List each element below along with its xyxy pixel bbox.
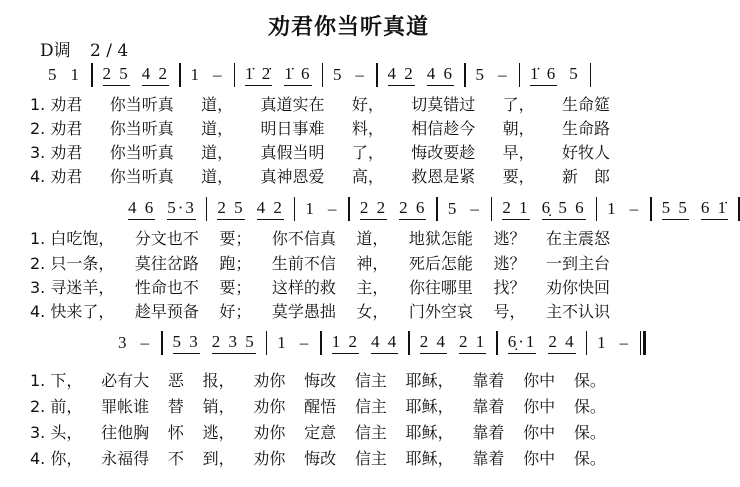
lyric-segment: 你中 [523,449,556,468]
lyric-line [30,226,610,249]
lyric-segment: 你中 [523,371,556,390]
beat: 1 [70,65,81,84]
beat: 4 6 [427,64,454,86]
lyric-segment: 地狱怎能 [408,229,473,248]
measure [520,64,590,86]
lyric-segment: 靠着 [472,449,505,468]
beat: – [619,333,631,352]
lyric-segment: 3. 头， [30,423,83,442]
lyric-segment: 跑； [219,254,252,273]
lyric-segment: 你当听真 [109,95,174,114]
barline [590,63,592,87]
lyric-segment: 逃？ [493,254,526,273]
lyric-segment: 4. 劝君 [30,167,83,186]
beat: – [140,333,151,352]
lyric-segment: 新 郎 [561,167,610,186]
lyric-line [30,446,606,469]
lyric-segment: 保。 [573,423,606,442]
measure [163,332,266,354]
beat: 4 4 [371,332,398,354]
lyric-segment: 死后怎能 [408,254,473,273]
beat: 2 5 [103,64,130,86]
beat: 6 1̇ [701,198,728,220]
lyric-segment: 料， [351,119,384,138]
beat: 5 [333,65,344,84]
lyric-segment: 真假当明 [260,143,325,162]
measure [118,333,161,353]
beat: 6̣·1 [508,332,537,354]
lyric-segment: 恶 [167,371,184,390]
lyric-segment: 1. 白吃饱， [30,229,115,248]
lyric-line [30,299,610,322]
beat: 5·3 [167,198,196,220]
lyric-segment: 怀 [167,423,184,442]
lyric-line [30,140,610,163]
lyric-segment: 保。 [573,371,606,390]
lyric-segment: 道， [201,143,234,162]
lyric-segment: 莫学愚拙 [271,302,336,321]
lyric-segment: 到， [202,449,235,468]
lyric-segment: 信主 [354,423,387,442]
lyric-segment: 悔改要趁 [411,143,476,162]
beat: 5 [447,199,459,218]
measure [652,198,739,220]
measure [93,64,180,86]
measure [323,65,376,85]
measure [128,198,206,220]
beat: 2 1 [502,198,529,220]
beat: 4 2 [142,64,169,86]
lyric-segment: 罪帐谁 [101,397,150,416]
beat: 2 6 [399,198,426,220]
key-signature [40,36,142,61]
measure [235,64,322,86]
lyric-segment: 定意 [304,423,337,442]
lyric-segment: 真道实在 [260,95,325,114]
lyric-line [30,116,610,139]
measure [410,332,497,354]
lyric-segment: 靠着 [472,371,505,390]
lyric-segment: 女， [356,302,389,321]
beat: 1 [305,199,316,218]
lyric-segment: 报， [202,371,235,390]
measure [597,199,650,219]
beat: 1̇ 6 [284,64,311,86]
beat: 1̇ 2̇ [245,64,272,86]
lyric-segment: 悔改 [304,449,337,468]
lyric-segment: 神， [356,254,389,273]
lyric-segment: 信主 [354,371,387,390]
barline [738,197,740,221]
beat: 1̇ 6 [530,64,557,86]
lyric-segment: 2. 前， [30,397,83,416]
lyric-segment: 好牧人 [561,143,610,162]
beat: 1 [277,333,288,352]
measure [587,333,640,353]
lyric-segment: 你中 [523,423,556,442]
lyric-segment: 生命筵 [561,95,610,114]
lyric-segment: 劝你 [253,397,286,416]
lyric-segment: 必有大 [101,371,150,390]
lyric-segment: 保。 [573,449,606,468]
beat: 1 [597,333,608,352]
lyric-segment: 靠着 [472,397,505,416]
beat: 2 4 [420,332,447,354]
beat: – [213,65,224,84]
beat: – [498,65,509,84]
beat: – [355,65,366,84]
lyric-line [30,394,606,417]
lyric-segment: 要； [219,278,252,297]
lyric-segment: 4. 你， [30,449,83,468]
lyric-line [30,420,606,443]
lyric-segment: 逃？ [493,229,526,248]
measure [350,198,437,220]
lyric-segment: 1. 劝君 [30,95,83,114]
lyric-segment: 劝你 [253,423,286,442]
lyric-segment: 你不信真 [271,229,336,248]
beat: 2 1 [459,332,486,354]
beat: – [299,333,311,352]
lyric-segment: 找？ [493,278,526,297]
beat: 3 [118,333,129,352]
lyric-segment: 一到主台 [545,254,610,273]
lyric-segment: 了， [502,95,535,114]
beat: 2 2 [360,198,387,220]
lyric-segment: 保。 [573,397,606,416]
measure [322,332,409,354]
notation-line [128,196,740,222]
lyric-segment: 道， [201,119,234,138]
lyric-segment: 你中 [523,397,556,416]
beat: 5 [569,64,580,83]
notation-line [48,62,591,88]
lyric-segment: 好， [351,95,384,114]
beat: 1 [607,199,618,218]
lyric-segment: 道， [201,95,234,114]
measure [181,65,234,85]
measure [438,199,491,219]
key-label: D调 [40,41,71,61]
lyric-segment: 真神恩爱 [260,167,325,186]
beat: 5 3 [173,332,200,354]
lyric-segment: 道， [356,229,389,248]
lyric-line [30,92,610,115]
lyric-segment: 耶稣， [405,397,454,416]
beat: 4 2 [257,198,284,220]
beat: 2 5 [217,198,244,220]
lyric-segment: 你当听真 [109,143,174,162]
lyric-segment: 醒悟 [304,397,337,416]
beat: 5 [48,65,59,84]
lyric-line [30,164,610,187]
final-barline [640,331,646,355]
lyric-segment: 了， [351,143,384,162]
lyric-segment: 劝你 [253,371,286,390]
lyric-segment: 不 [167,449,184,468]
beat: 5 [475,65,486,84]
lyric-segment: 劝你 [253,449,286,468]
lyric-line [30,275,610,298]
lyric-segment: 朝， [502,119,535,138]
lyric-segment: 切莫错过 [411,95,476,114]
lyric-segment: 号， [493,302,526,321]
lyric-segment: 往他胸 [101,423,150,442]
lyric-segment: 2. 劝君 [30,119,83,138]
beat: – [470,199,481,218]
measure [492,198,595,220]
lyric-segment: 耶稣， [405,449,454,468]
lyric-segment: 生命路 [561,119,610,138]
lyric-segment: 道， [201,167,234,186]
beat: 2 4 [548,332,575,354]
lyric-segment: 逃， [202,423,235,442]
lyric-segment: 信主 [354,397,387,416]
lyric-segment: 替 [167,397,184,416]
lyric-segment: 在主震怒 [545,229,610,248]
beat: 4 6 [128,198,155,220]
lyric-segment: 永福得 [101,449,150,468]
beat: 2 3 5 [212,332,256,354]
lyric-segment: 4. 快来了， [30,302,115,321]
song-title: 劝君你当听真道 [268,15,430,40]
lyric-segment: 主不认识 [545,302,610,321]
lyric-segment: 趁早预备 [134,302,199,321]
lyric-segment: 明日事难 [260,119,325,138]
time-signature: 2 / 4 [90,41,129,61]
lyric-segment: 1. 下， [30,371,83,390]
lyric-segment: 3. 劝君 [30,143,83,162]
notation-line [118,330,646,356]
measure [378,64,465,86]
beat: 1 [190,65,201,84]
lyric-segment: 这样的救 [271,278,336,297]
measure [267,333,320,353]
lyric-segment: 早， [502,143,535,162]
lyric-line [30,251,610,274]
measure [207,198,294,220]
lyric-segment: 性命也不 [134,278,199,297]
beat: 5 5 [662,198,689,220]
lyric-segment: 3. 寻迷羊， [30,278,115,297]
lyric-segment: 莫往岔路 [134,254,199,273]
lyric-segment: 销， [202,397,235,416]
lyric-segment: 分文也不 [134,229,199,248]
lyric-segment: 悔改 [304,371,337,390]
measure [498,332,586,354]
lyric-segment: 劝你快回 [545,278,610,297]
lyric-segment: 信主 [354,449,387,468]
lyric-segment: 高， [351,167,384,186]
lyric-segment: 生前不信 [271,254,336,273]
beat: 4 2 [388,64,415,86]
beat: 6̣ 5 6 [542,198,586,220]
lyric-line [30,368,606,391]
lyric-segment: 主， [356,278,389,297]
measure [48,65,91,85]
beat: – [629,199,641,218]
lyric-segment: 相信趁今 [411,119,476,138]
lyric-segment: 靠着 [472,423,505,442]
lyric-segment: 要； [219,229,252,248]
lyric-segment: 你当听真 [109,119,174,138]
lyric-segment: 耶稣， [405,423,454,442]
lyric-segment: 好； [219,302,252,321]
lyric-segment: 门外空哀 [408,302,473,321]
beat: – [327,199,339,218]
measure [295,199,348,219]
lyric-segment: 2. 只一条， [30,254,115,273]
lyric-segment: 要， [502,167,535,186]
lyric-segment: 你当听真 [109,167,174,186]
measure [466,65,519,85]
lyric-segment: 你往哪里 [408,278,473,297]
lyric-segment: 耶稣， [405,371,454,390]
beat: 1 2 [332,332,359,354]
lyric-segment: 救恩是紧 [411,167,476,186]
